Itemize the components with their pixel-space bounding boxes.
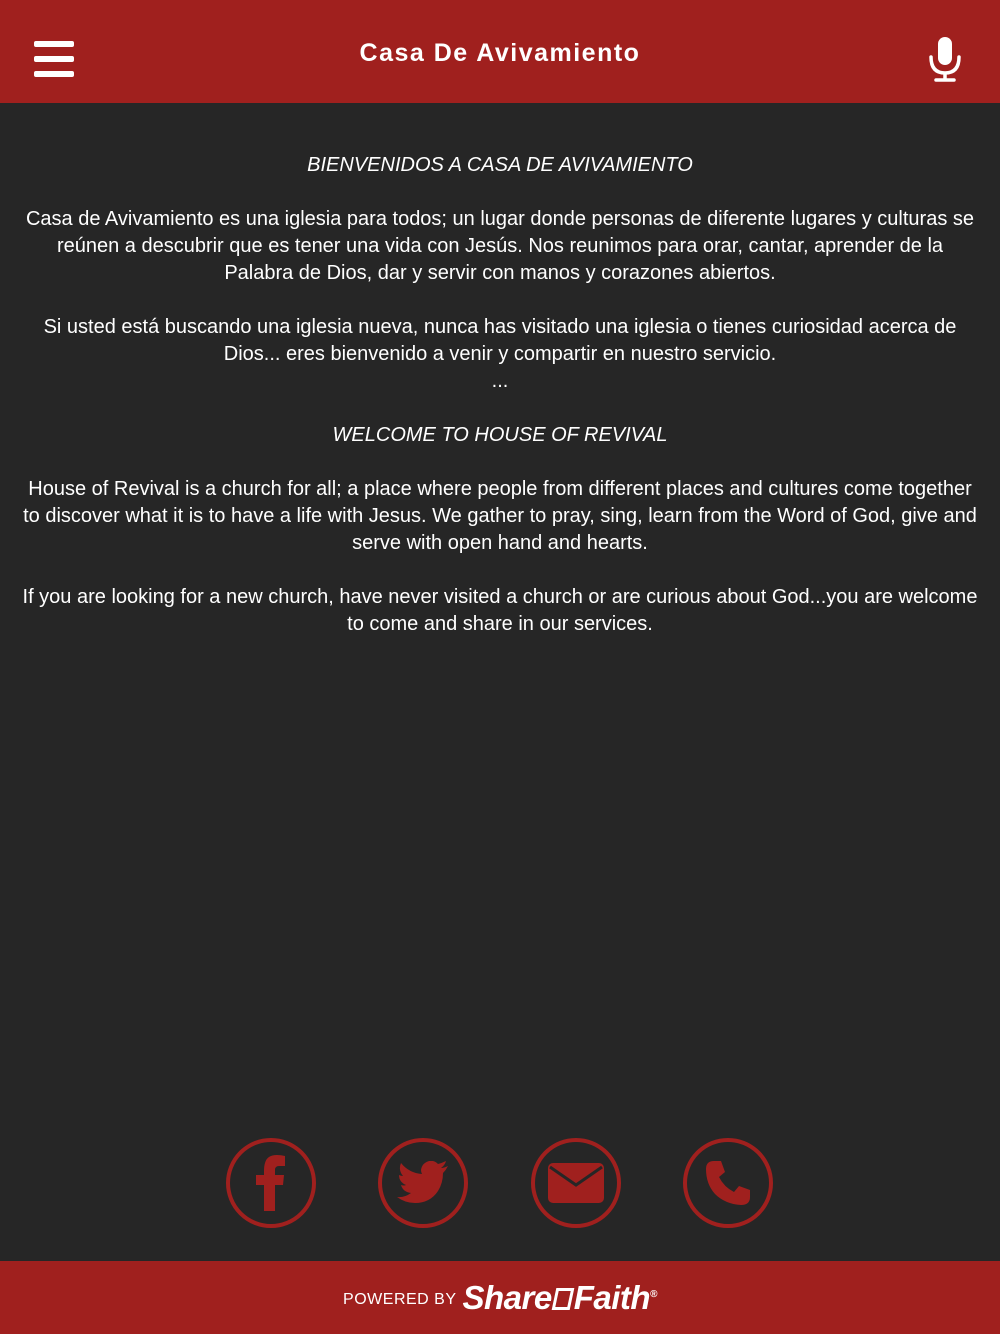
page-title: Casa De Avivamiento: [359, 39, 641, 67]
spanish-paragraph-1: Casa de Avivamiento es una iglesia para todos; un lugar donde personas de diferente lugares y culturas se reúnen a descubrir que es tener una vida con Jesús. Nos reunimos para orar, cantar, aprender de la Palabra de Dios, dar y servir con manos y corazones abiertos.: [25, 208, 974, 284]
sharefaith-logo[interactable]: [463, 1279, 657, 1317]
section-separator: ...: [491, 370, 509, 392]
phone-icon: [705, 1160, 751, 1206]
footer-bar: [0, 1261, 1000, 1334]
english-paragraph-1: House of Revival is a church for all; a place where people from different places and cultures come together to discover what it is to have a life with Jesus. We gather to pray, sing, learn from the Word of God, give and serve with open hand and hearts.: [23, 478, 977, 554]
brand-right: Faith: [573, 1278, 651, 1316]
facebook-icon: [251, 1155, 291, 1211]
twitter-button[interactable]: [378, 1138, 468, 1228]
twitter-icon: [397, 1161, 449, 1205]
english-heading: WELCOME TO HOUSE OF REVIVAL: [332, 424, 668, 446]
welcome-content: [20, 152, 980, 665]
microphone-icon[interactable]: [926, 37, 964, 83]
brand-left: Share: [462, 1278, 552, 1316]
registered-mark: ®: [650, 1288, 657, 1300]
hamburger-menu-icon[interactable]: [34, 41, 74, 78]
email-button[interactable]: [531, 1138, 621, 1228]
email-icon: [548, 1161, 604, 1205]
brand-mark-icon: [551, 1288, 574, 1310]
powered-by-label: POWERED BY: [343, 1290, 457, 1308]
facebook-button[interactable]: [226, 1138, 316, 1228]
social-links: [0, 1138, 1000, 1230]
phone-button[interactable]: [683, 1138, 773, 1228]
english-paragraph-2: If you are looking for a new church, have never visited a church or are curious about God...you are welcome to come and share in our services.: [22, 586, 978, 635]
top-app-bar: [0, 0, 1000, 103]
spanish-heading: BIENVENIDOS A CASA DE AVIVAMIENTO: [307, 154, 693, 176]
spanish-paragraph-2: Si usted está buscando una iglesia nueva, nunca has visitado una iglesia o tienes curiosidad acerca de Dios... eres bienvenido a venir y compartir en nuestro servicio.: [43, 316, 957, 365]
